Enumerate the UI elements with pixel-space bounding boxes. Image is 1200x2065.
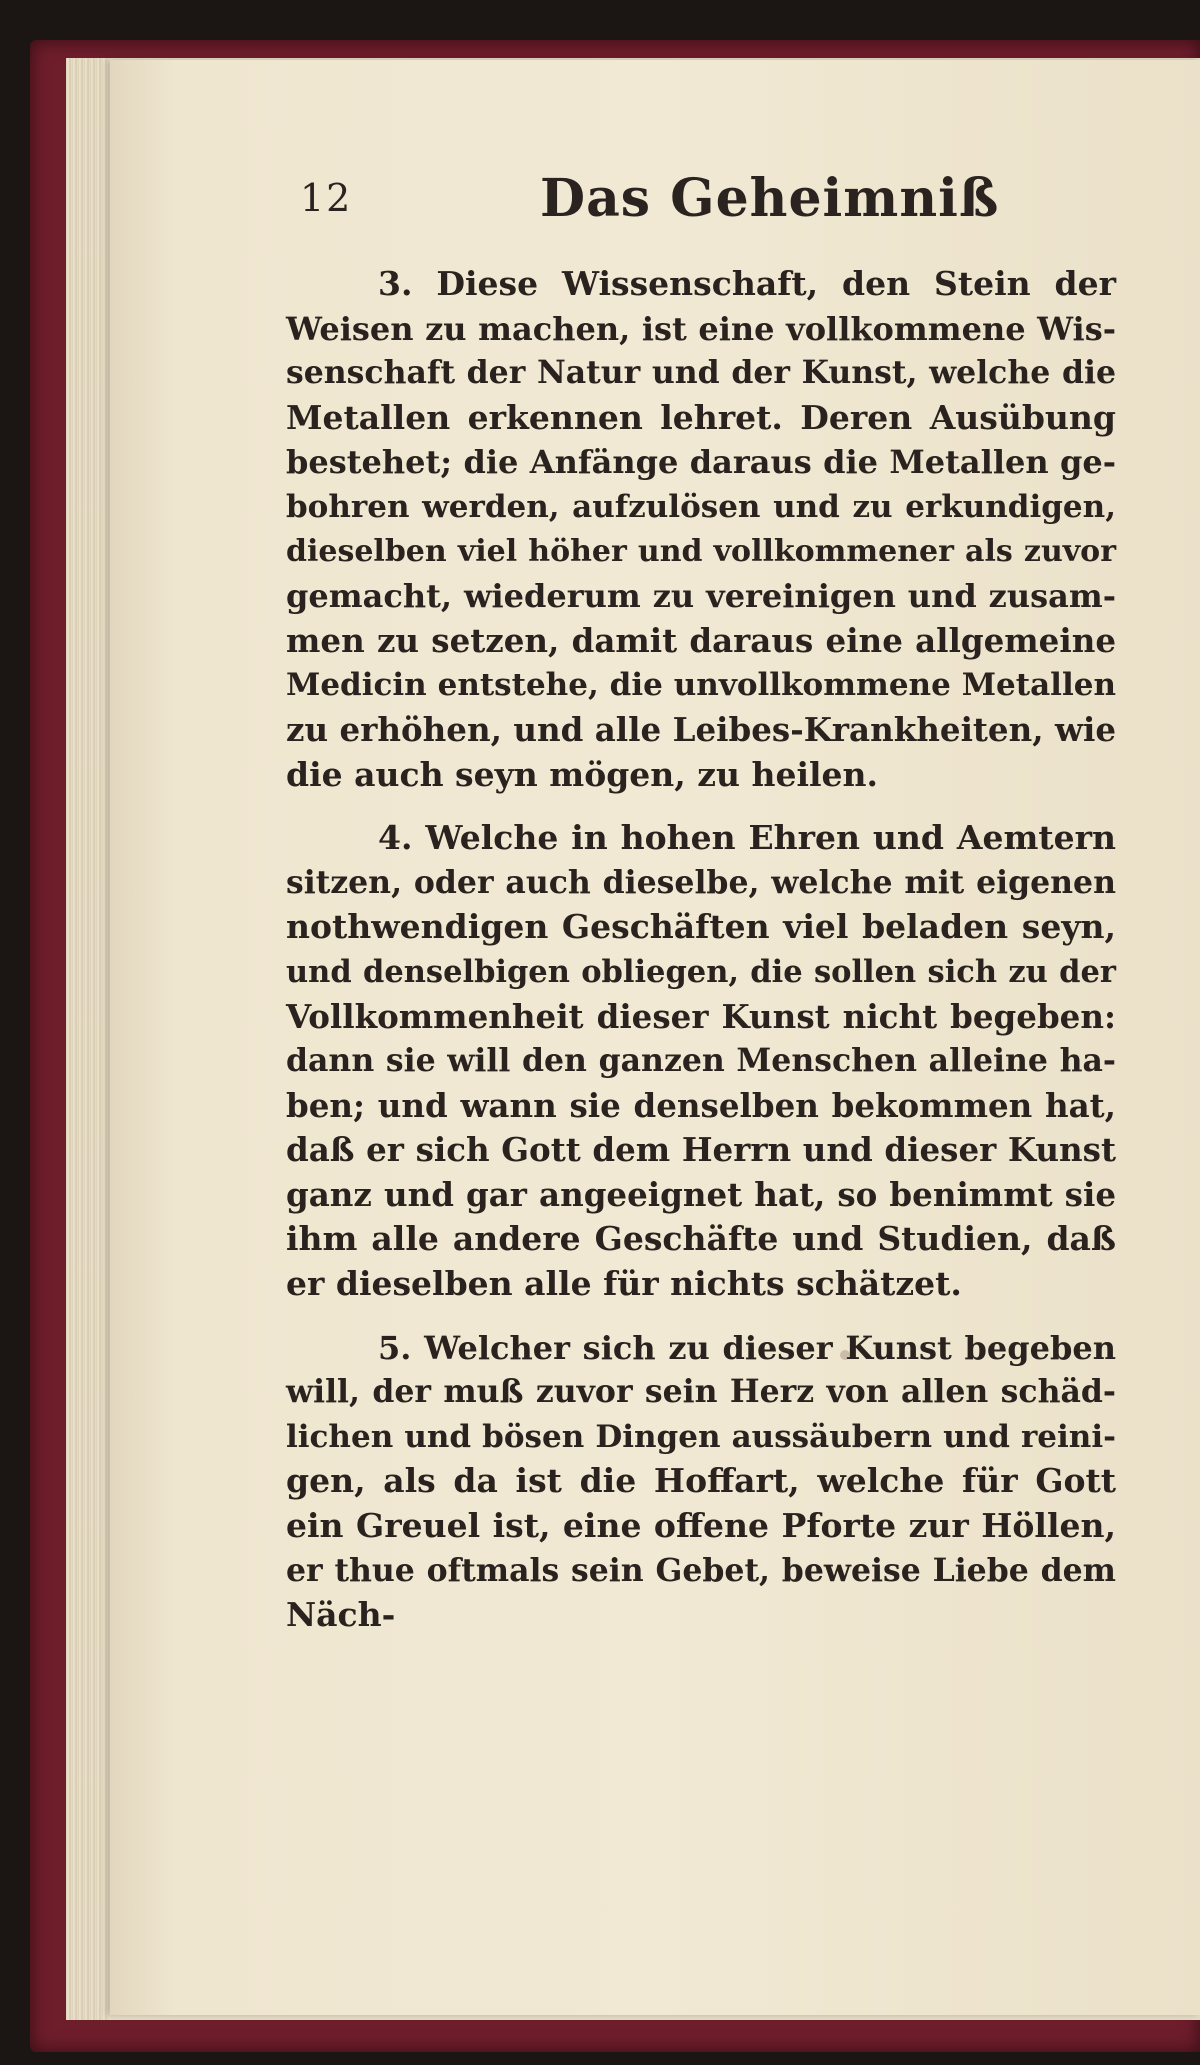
paragraph-3: [286, 262, 1116, 797]
text-line: er thue oftmals sein Gebet, beweise Liebe dem: [286, 1551, 1116, 1589]
text-line: ben; und wann sie denselben bekommen hat,: [286, 1085, 1116, 1125]
text-line: ein Greuel ist, eine offene Pforte zur Höllen,: [286, 1506, 1116, 1546]
text-line: die auch seyn mögen, zu heilen.: [286, 754, 879, 794]
text-line: ihm alle andere Geschäfte und Studien, daß: [286, 1219, 1116, 1259]
text-line: gen, als da ist die Hoffart, welche für Gott: [286, 1461, 1116, 1501]
page-edges: [66, 58, 110, 2020]
text-line: senschaft der Natur und der Kunst, welche die: [286, 354, 1116, 392]
text-line: und denselbigen obliegen, die sollen sich zu der: [286, 953, 1116, 990]
text-line: gemacht, wiederum zu vereinigen und zusam-: [286, 577, 1116, 616]
text-line: bohren werden, aufzulösen und zu erkundigen,: [286, 488, 1116, 525]
text-line: Vollkommenheit dieser Kunst nicht begeben:: [286, 996, 1116, 1036]
paper-spot: [840, 1350, 850, 1360]
text-line: er dieselben alle für nichts schätzet.: [286, 1264, 962, 1304]
text-line: lichen und bösen Dingen aussäubern und reini-: [286, 1418, 1116, 1455]
text-line: dann sie will den ganzen Menschen alleine ha-: [286, 1042, 1116, 1080]
page-header: [300, 168, 1100, 238]
text-line: men zu setzen, damit daraus eine allgemeine: [286, 620, 1116, 660]
paragraph-4: [286, 816, 1116, 1307]
text-line: zu erhöhen, und alle Leibes-Krankheiten, wie: [286, 709, 1116, 749]
text-line: ganz und gar angeeignet hat, so benimmt sie: [286, 1174, 1116, 1214]
page-body: [286, 262, 1116, 1657]
text-line: will, der muß zuvor sein Herz von allen schäd-: [286, 1373, 1116, 1411]
paragraph-5: [286, 1326, 1116, 1638]
text-line: Metallen erkennen lehret. Deren Ausübung: [286, 397, 1116, 437]
text-line: Weisen zu machen, ist eine vollkommene Wis-: [286, 309, 1116, 348]
text-line: 5. Welcher sich zu dieser Kunst begeben: [378, 1328, 1116, 1367]
page-number: 12: [300, 176, 353, 220]
text-line: sitzen, oder auch dieselbe, welche mit eigenen: [286, 863, 1116, 901]
text-line: bestehet; die Anfänge daraus die Metallen ge-: [286, 443, 1116, 482]
text-line: 3. Diese Wissenschaft, den Stein der: [378, 264, 1116, 303]
text-line: nothwendigen Geschäften viel beladen seyn,: [286, 907, 1116, 947]
text-line: daß er sich Gott dem Herrn und dieser Kunst: [286, 1130, 1116, 1170]
running-title: Das Geheimniß: [540, 168, 1000, 229]
text-line: Medicin entstehe, die unvollkommene Metallen: [286, 667, 1116, 704]
catchword: Näch-: [286, 1595, 396, 1635]
text-line: dieselben viel höher und vollkommener als zuvor: [286, 533, 1116, 569]
text-line: 4. Welche in hohen Ehren und Aemtern: [378, 818, 1116, 858]
